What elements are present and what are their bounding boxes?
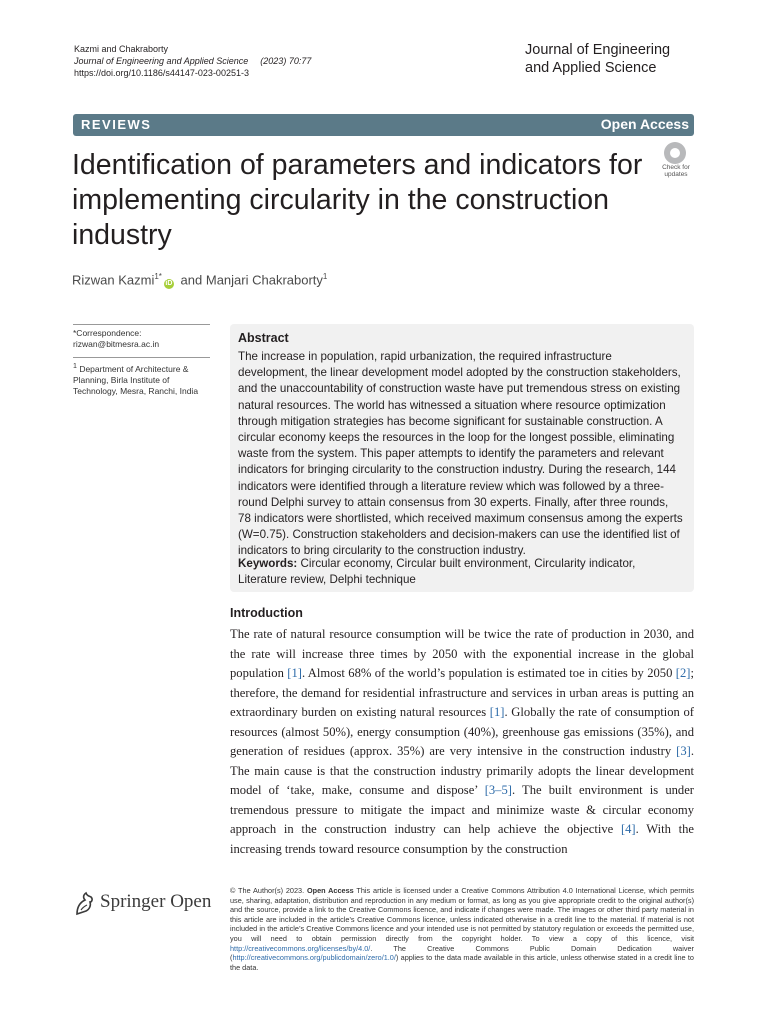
abstract-box bbox=[230, 324, 694, 592]
author-line bbox=[72, 272, 327, 289]
body-text: . Almost 68% of the world’s population is estimated toe in cities by 2050 bbox=[301, 666, 676, 680]
body-text: The rate of natural resource consumption will be twice the rate of production in 2030, and the rate will increase three times by 2050 with the exponential increase in the global population bbox=[230, 627, 694, 680]
citation-link[interactable]: [3] bbox=[676, 744, 691, 758]
author-affiliation-mark: 1 bbox=[322, 272, 328, 281]
introduction-paragraph bbox=[230, 625, 694, 859]
citation-block bbox=[74, 43, 311, 79]
publisher-name-suffix: Open bbox=[170, 891, 212, 912]
citation-journal-line bbox=[74, 55, 311, 67]
journal-name: Journal of Engineering and Applied Science bbox=[525, 42, 671, 76]
body-text: . Globally the rate of consumption of resources (almost 50%), energy consumption (40%), greenhouse gas emissions (35%), and generation of residues (approx. 35%) are very intensive in the construction industry bbox=[230, 705, 695, 758]
correspondence-email[interactable]: rizwan@bitmesra.ac.in bbox=[73, 339, 160, 349]
open-access-label: Open Access bbox=[600, 116, 689, 132]
copyright-text: © The Author(s) 2023. bbox=[230, 886, 305, 895]
divider bbox=[73, 357, 210, 358]
citation-link[interactable]: [1] bbox=[489, 705, 505, 719]
body-text: . With the increasing trends toward resource consumption by the construction bbox=[230, 822, 694, 856]
affiliation-mark: 1 bbox=[73, 362, 77, 370]
license-body: ) applies to the data made available in this article, unless otherwise stated in a credit line to the data. bbox=[230, 953, 694, 972]
correspondence-panel bbox=[73, 324, 210, 397]
citation-authors: Kazmi and Chakraborty bbox=[74, 44, 169, 54]
license-link[interactable]: http://creativecommons.org/publicdomain/zero/1.0/ bbox=[232, 953, 396, 963]
check-for-updates-badge[interactable] bbox=[656, 142, 696, 180]
keywords-label: Keywords: bbox=[238, 557, 298, 570]
citation-volume: (2023) 70:77 bbox=[260, 56, 312, 66]
author-name[interactable]: Rizwan Kazmi bbox=[72, 272, 155, 288]
citation-link[interactable]: [2] bbox=[675, 666, 691, 680]
check-updates-label: Check for updates bbox=[662, 164, 690, 178]
article-title: Identification of parameters and indicators for implementing circularity in the construction industry bbox=[72, 149, 643, 251]
springer-horse-icon bbox=[74, 890, 96, 916]
abstract-heading: Abstract bbox=[238, 331, 289, 345]
license-open-access-label: Open Access bbox=[306, 886, 354, 895]
citation-link[interactable]: [4] bbox=[620, 822, 636, 836]
keywords-list: Circular economy, Circular built environment, Circularity indicator, Literature review, Delphi technique bbox=[238, 557, 636, 586]
license-body: This article is licensed under a Creative Commons Attribution 4.0 International License, which permits use, sharing, adaptation, distribution and reproduction in any medium or format, as long as you give appropriate credit to the original author(s) and the source, provide a link to the Creative Commons licence, and indicate if changes were made. The images or other third party material in this article are included in the article’s Creative Commons licence, unless indicated otherwise in a credit line to the material. If material is not included in the article’s Creative Commons licence and your intended use is not permitted by statutory regulation or exceeds the permitted use, you will need to obtain permission directly from the copyright holder. To view a copy of this licence, visit bbox=[230, 886, 694, 943]
orcid-icon[interactable]: iD bbox=[165, 280, 173, 288]
license-link[interactable]: http://creativecommons.org/licenses/by/4.0/ bbox=[230, 943, 371, 953]
check-updates-icon bbox=[664, 142, 686, 164]
divider bbox=[73, 324, 210, 325]
citation-link[interactable]: [3–5] bbox=[484, 783, 512, 797]
keywords bbox=[238, 556, 684, 588]
affiliation-text: Department of Architecture & Planning, Birla Institute of Technology, Mesra, Ranchi, India bbox=[73, 363, 199, 396]
affiliation bbox=[73, 361, 210, 397]
author-name[interactable]: Manjari Chakraborty bbox=[205, 272, 323, 288]
publisher-name bbox=[100, 891, 211, 913]
article-header-bar bbox=[73, 114, 694, 136]
license-body: . The Creative Commons Public Domain Dedication waiver ( bbox=[230, 943, 694, 963]
author-joiner: and bbox=[180, 272, 203, 288]
license-notice bbox=[230, 886, 694, 972]
author-affiliation-mark: 1* bbox=[154, 272, 162, 281]
body-text: . The main cause is that the construction industry primarily adopts the linear development model of ‘take, make, consume and dispose’ bbox=[230, 744, 694, 797]
body-text: ; therefore, the demand for residential infrastructure and services in urban areas is putting an extraordinary burden on existing natural resources bbox=[230, 666, 694, 719]
abstract-text: The increase in population, rapid urbanization, the required infrastructure development, the linear development model adopted by the construction stakeholders, and the unaccountability of construction waste have put tremendous stress on existing natural resources. The world has witnessed a situation where resource optimization through mitigation strategies has become significant for sustainable construction. A circular economy keeps the resources in the loop for the longest possible, eliminating waste from the system. This paper attempts to identify the parameters and relevant indicators for bringing circularity to the construction industry. During the research, 144 indicators were identified through a literature review which was followed by a three-round Delphi survey to attain consensus from 30 experts. Finally, after three rounds, 78 indicators were shortlisted, which received maximum consensus among the experts (W=0.75). Construction stakeholders and decision-makers can use the identified list of indicators to bring circularity to the construction industry. bbox=[238, 350, 683, 558]
citation-doi[interactable]: https://doi.org/10.1186/s44147-023-00251-3 bbox=[74, 68, 249, 78]
body-text: . The built environment is under tremendous pressure to mitigate the impact and minimize waste & circular economy approach in the construction industry can help achieve the objective bbox=[230, 783, 694, 836]
citation-link[interactable]: [1] bbox=[287, 666, 302, 680]
citation-journal: Journal of Engineering and Applied Science bbox=[74, 56, 249, 66]
correspondence-label: *Correspondence: bbox=[73, 328, 142, 338]
article-type: REVIEWS bbox=[81, 117, 152, 132]
springer-open-logo bbox=[74, 888, 219, 918]
publisher-name-main: Springer bbox=[100, 891, 166, 912]
section-heading-introduction: Introduction bbox=[230, 606, 303, 620]
